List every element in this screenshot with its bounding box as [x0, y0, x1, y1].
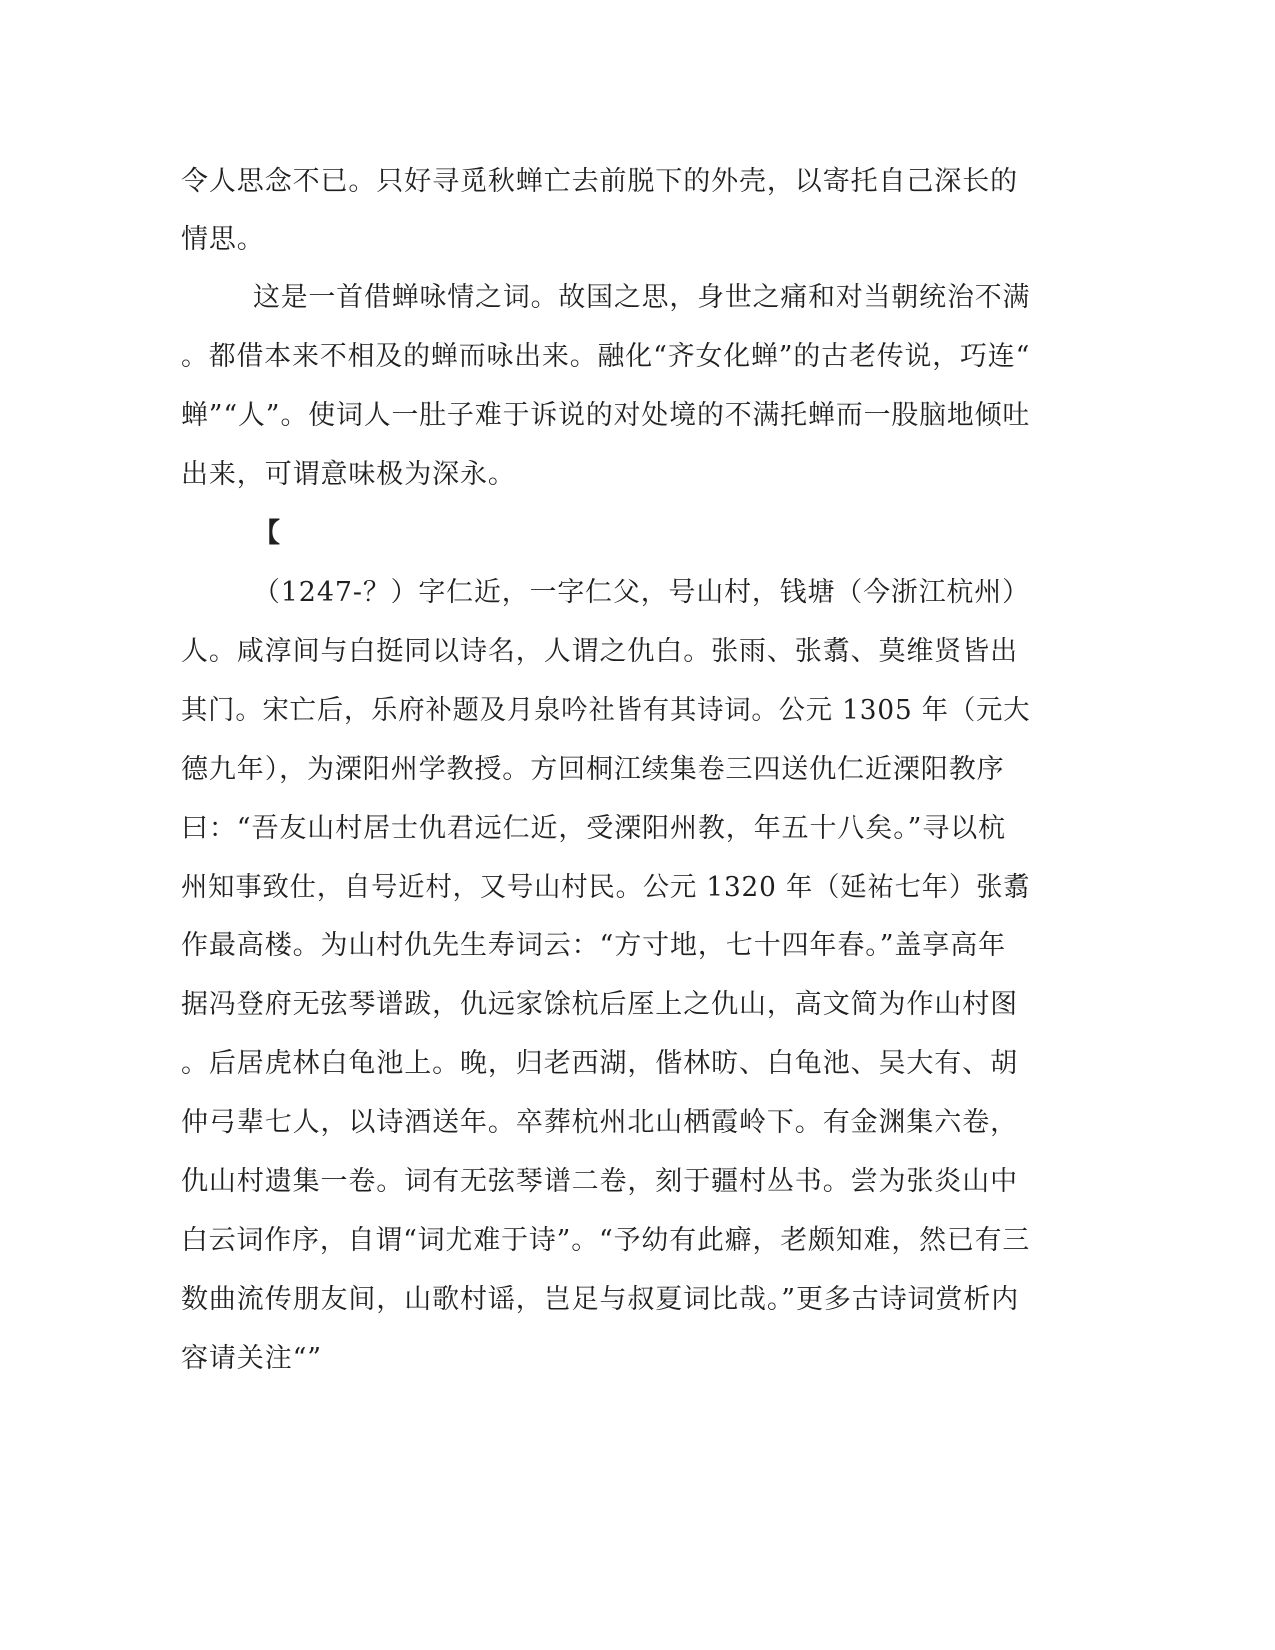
text-line: 人。咸淳间与白挺同以诗名，人谓之仇白。张雨、张翥、莫维贤皆出: [181, 636, 1018, 667]
text-line: 据冯登府无弦琴谱跋，仇远家馀杭后厔上之仇山，高文简为作山村图: [181, 989, 1018, 1020]
text-line: 容请关注“”: [181, 1343, 323, 1374]
text-line: 【: [253, 518, 281, 549]
text-line: 情思。: [181, 224, 265, 255]
text-line: 仲弓辈七人，以诗酒送年。卒葬杭州北山栖霞岭下。有金渊集六卷，: [181, 1107, 1018, 1138]
text-line: 这是一首借蝉咏情之词。故国之思，身世之痛和对当朝统治不满: [253, 282, 1031, 313]
text-line: 州知事致仕，自号近村，又号山村民。公元 1320 年（延祐七年）张翥: [181, 872, 1031, 903]
text-line: 作最高楼。为山村仇先生寿词云：“方寸地，七十四年春。”盖享高年: [181, 930, 1007, 961]
text-line: 令人思念不已。只好寻觅秋蝉亡去前脱下的外壳，以寄托自己深长的: [181, 166, 1018, 197]
text-line: 蝉”“人”。使词人一肚子难于诉说的对处境的不满托蝉而一股脑地倾吐: [181, 400, 1031, 431]
text-line: 白云词作序，自谓“词尤难于诗”。“予幼有此癖，老颇知难，然已有三: [181, 1225, 1031, 1256]
text-line: 出来，可谓意味极为深永。: [181, 459, 516, 490]
text-line: 仇山村遗集一卷。词有无弦琴谱二卷，刻于疆村丛书。尝为张炎山中: [181, 1166, 1018, 1197]
text-line: 曰：“吾友山村居士仇君远仁近，受溧阳州教，年五十八矣。”寻以杭: [181, 813, 1007, 844]
text-line: 。后居虎林白龟池上。晚，归老西湖，偕林昉、白龟池、吴大有、胡: [181, 1048, 1018, 1079]
text-line: 其门。宋亡后，乐府补题及月泉吟社皆有其诗词。公元 1305 年（元大: [181, 695, 1031, 726]
text-line: 。都借本来不相及的蝉而咏出来。融化“齐女化蝉”的古老传说，巧连“: [181, 341, 1031, 372]
text-line: 德九年），为溧阳州学教授。方回桐江续集卷三四送仇仁近溧阳教序: [181, 754, 1005, 785]
text-line: 数曲流传朋友间，山歌村谣，岂足与叔夏词比哉。”更多古诗词赏析内: [181, 1284, 1020, 1315]
text-line: （1247-？）字仁近，一字仁父，号山村，钱塘（今浙江杭州）: [253, 577, 1030, 608]
